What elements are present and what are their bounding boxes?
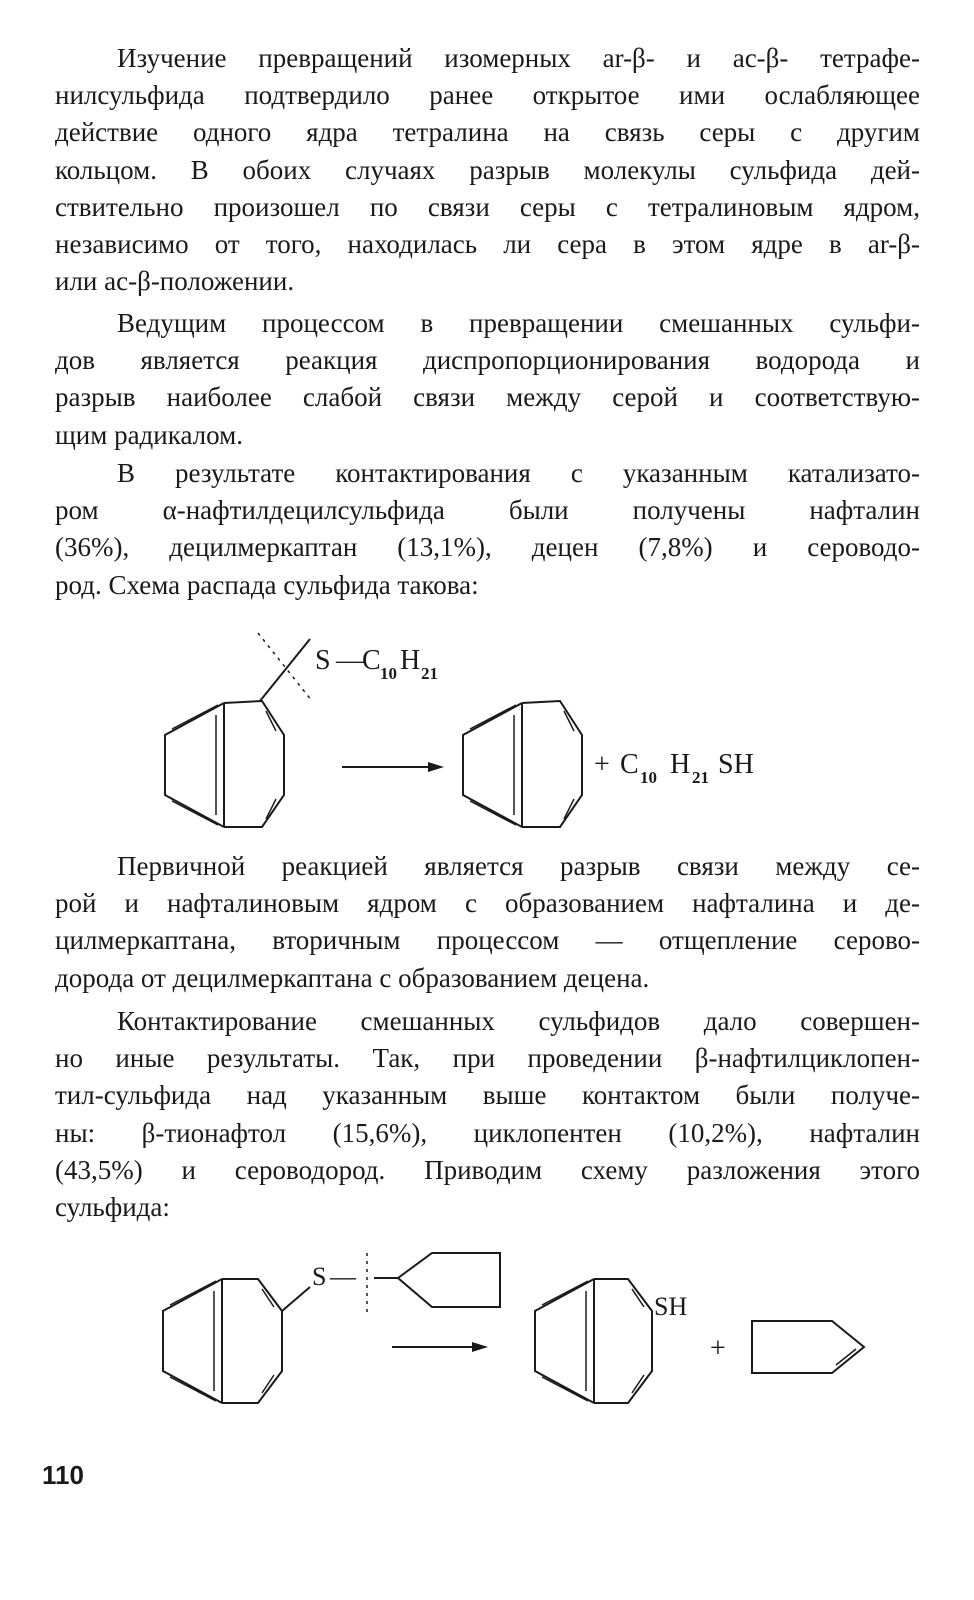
text-line: сульфида: bbox=[55, 1191, 170, 1222]
sh-group-label: SH bbox=[654, 1292, 688, 1321]
text-line: кольцом. В обоих случаях разрыв молекулы сульфида дей- bbox=[55, 154, 920, 185]
text-line: разрыв наиболее слабой связи между серой и соответствую- bbox=[55, 382, 920, 413]
text-line: ствительно произошел по связи серы с тетралиновым ядром, bbox=[55, 191, 920, 222]
thionaphthol-structure bbox=[535, 1279, 687, 1403]
text-line: но иные результаты. Так, при проведении β-нафтилциклопен- bbox=[55, 1043, 920, 1074]
carbon-subscript: 10 bbox=[640, 768, 657, 787]
sulfur-atom-label: S bbox=[312, 1262, 327, 1291]
text-line: ны: β-тионафтол (15,6%), циклопентен (10,2%), нафталин bbox=[55, 1117, 920, 1148]
ring-left-outer bbox=[165, 703, 224, 827]
text-line: дов является реакция диспропорционирования водорода и bbox=[55, 345, 920, 376]
c-s-bond bbox=[282, 1287, 310, 1311]
paragraph-1 bbox=[55, 40, 920, 300]
text-line: В результате контактирования с указанным катализато- bbox=[117, 458, 920, 488]
cleavage-mark bbox=[258, 633, 312, 701]
decyl-mercaptan-formula bbox=[594, 749, 754, 787]
double-bond-inner bbox=[170, 1281, 216, 1305]
text-line: действие одного ядра тетралина на связь серы с другим bbox=[55, 117, 920, 148]
c-s-bond bbox=[260, 639, 310, 701]
paragraph-2 bbox=[55, 305, 920, 454]
text-line: ром α-нафтилдецилсульфида были получены нафталин bbox=[55, 495, 920, 526]
text-line: Первичной реакцией является разрыв связи между се- bbox=[117, 851, 920, 881]
text-line: Контактирование смешанных сульфидов дало совершен- bbox=[117, 1006, 920, 1036]
text-line: или ac-β-положении. bbox=[55, 266, 295, 297]
sulfur-atom-label: S bbox=[315, 645, 331, 676]
text-line: Ведущим процессом в превращении смешанных сульфи- bbox=[117, 308, 920, 338]
text-line: тил-сульфида над указанным выше контактом были получе- bbox=[55, 1080, 920, 1111]
sh-group-label: SH bbox=[718, 749, 754, 780]
ring-right-outer bbox=[594, 1279, 652, 1403]
carbon-label: C bbox=[620, 749, 639, 780]
text-line: род. Схема распада сульфида такова: bbox=[55, 569, 479, 600]
reaction-arrow bbox=[392, 1342, 488, 1352]
naphthyl-decyl-sulfide-structure bbox=[165, 633, 438, 827]
text-line: нилсульфида подтвердило ранее открытое ими ослабляющее bbox=[55, 80, 920, 111]
double-bond-inner bbox=[470, 801, 516, 825]
ring-left-outer bbox=[163, 1279, 222, 1403]
bond-dash: — bbox=[330, 1262, 356, 1291]
reaction-scheme-1 bbox=[0, 625, 974, 840]
ring-right-outer bbox=[224, 701, 284, 827]
plus-sign: + bbox=[710, 1333, 726, 1364]
text-line: щим радикалом. bbox=[55, 419, 243, 450]
cyclopentyl-ring bbox=[398, 1253, 500, 1307]
text-line: рой и нафталиновым ядром с образованием нафталина и де- bbox=[55, 888, 920, 919]
carbon-subscript: 10 bbox=[380, 664, 397, 683]
text-line: дорода от децилмеркаптана с образованием децена. bbox=[55, 962, 650, 993]
paragraph-5 bbox=[55, 1003, 920, 1226]
paragraph-4 bbox=[55, 848, 920, 997]
hydrogen-label: H bbox=[400, 645, 421, 676]
text-line: Изучение превращений изомерных ar-β- и ac-β- тетрафе- bbox=[117, 43, 920, 73]
double-bond-inner bbox=[542, 1377, 588, 1401]
ring-left-outer bbox=[463, 703, 522, 827]
hydrogen-subscript: 21 bbox=[421, 664, 438, 683]
double-bond-inner bbox=[172, 801, 218, 825]
double-bond-inner bbox=[470, 705, 516, 729]
text-line: цилмеркаптана, вторичным процессом — отщепление серово- bbox=[55, 925, 920, 956]
plus-sign: + bbox=[594, 749, 610, 780]
carbon-label: C bbox=[362, 645, 381, 676]
paragraph-3 bbox=[55, 455, 920, 604]
double-bond-inner bbox=[170, 1377, 216, 1401]
reaction-arrow bbox=[342, 762, 444, 772]
cyclopentene-ring bbox=[752, 1321, 864, 1373]
bond-dash: — bbox=[336, 645, 364, 676]
ring-right-outer bbox=[522, 701, 582, 827]
reaction-scheme-2 bbox=[0, 1235, 974, 1425]
text-line: (43,5%) и сероводород. Приводим схему разложения этого bbox=[55, 1154, 920, 1185]
hydrogen-subscript: 21 bbox=[692, 768, 709, 787]
ring-right-outer bbox=[222, 1279, 282, 1403]
ring-left-outer bbox=[535, 1279, 594, 1403]
naphthalene-structure bbox=[463, 701, 582, 827]
double-bond-inner bbox=[542, 1281, 588, 1305]
cyclopentene-structure bbox=[752, 1321, 864, 1373]
page-number: 110 bbox=[42, 1460, 84, 1490]
text-line: независимо от того, находилась ли сера в этом ядре в ar-β- bbox=[55, 228, 920, 259]
double-bond-inner bbox=[172, 705, 218, 729]
hydrogen-label: H bbox=[670, 749, 691, 780]
text-line: (36%), децилмеркаптан (13,1%), децен (7,8%) и сероводо- bbox=[55, 532, 920, 563]
naphthyl-cyclopentyl-sulfide-structure bbox=[163, 1253, 500, 1403]
